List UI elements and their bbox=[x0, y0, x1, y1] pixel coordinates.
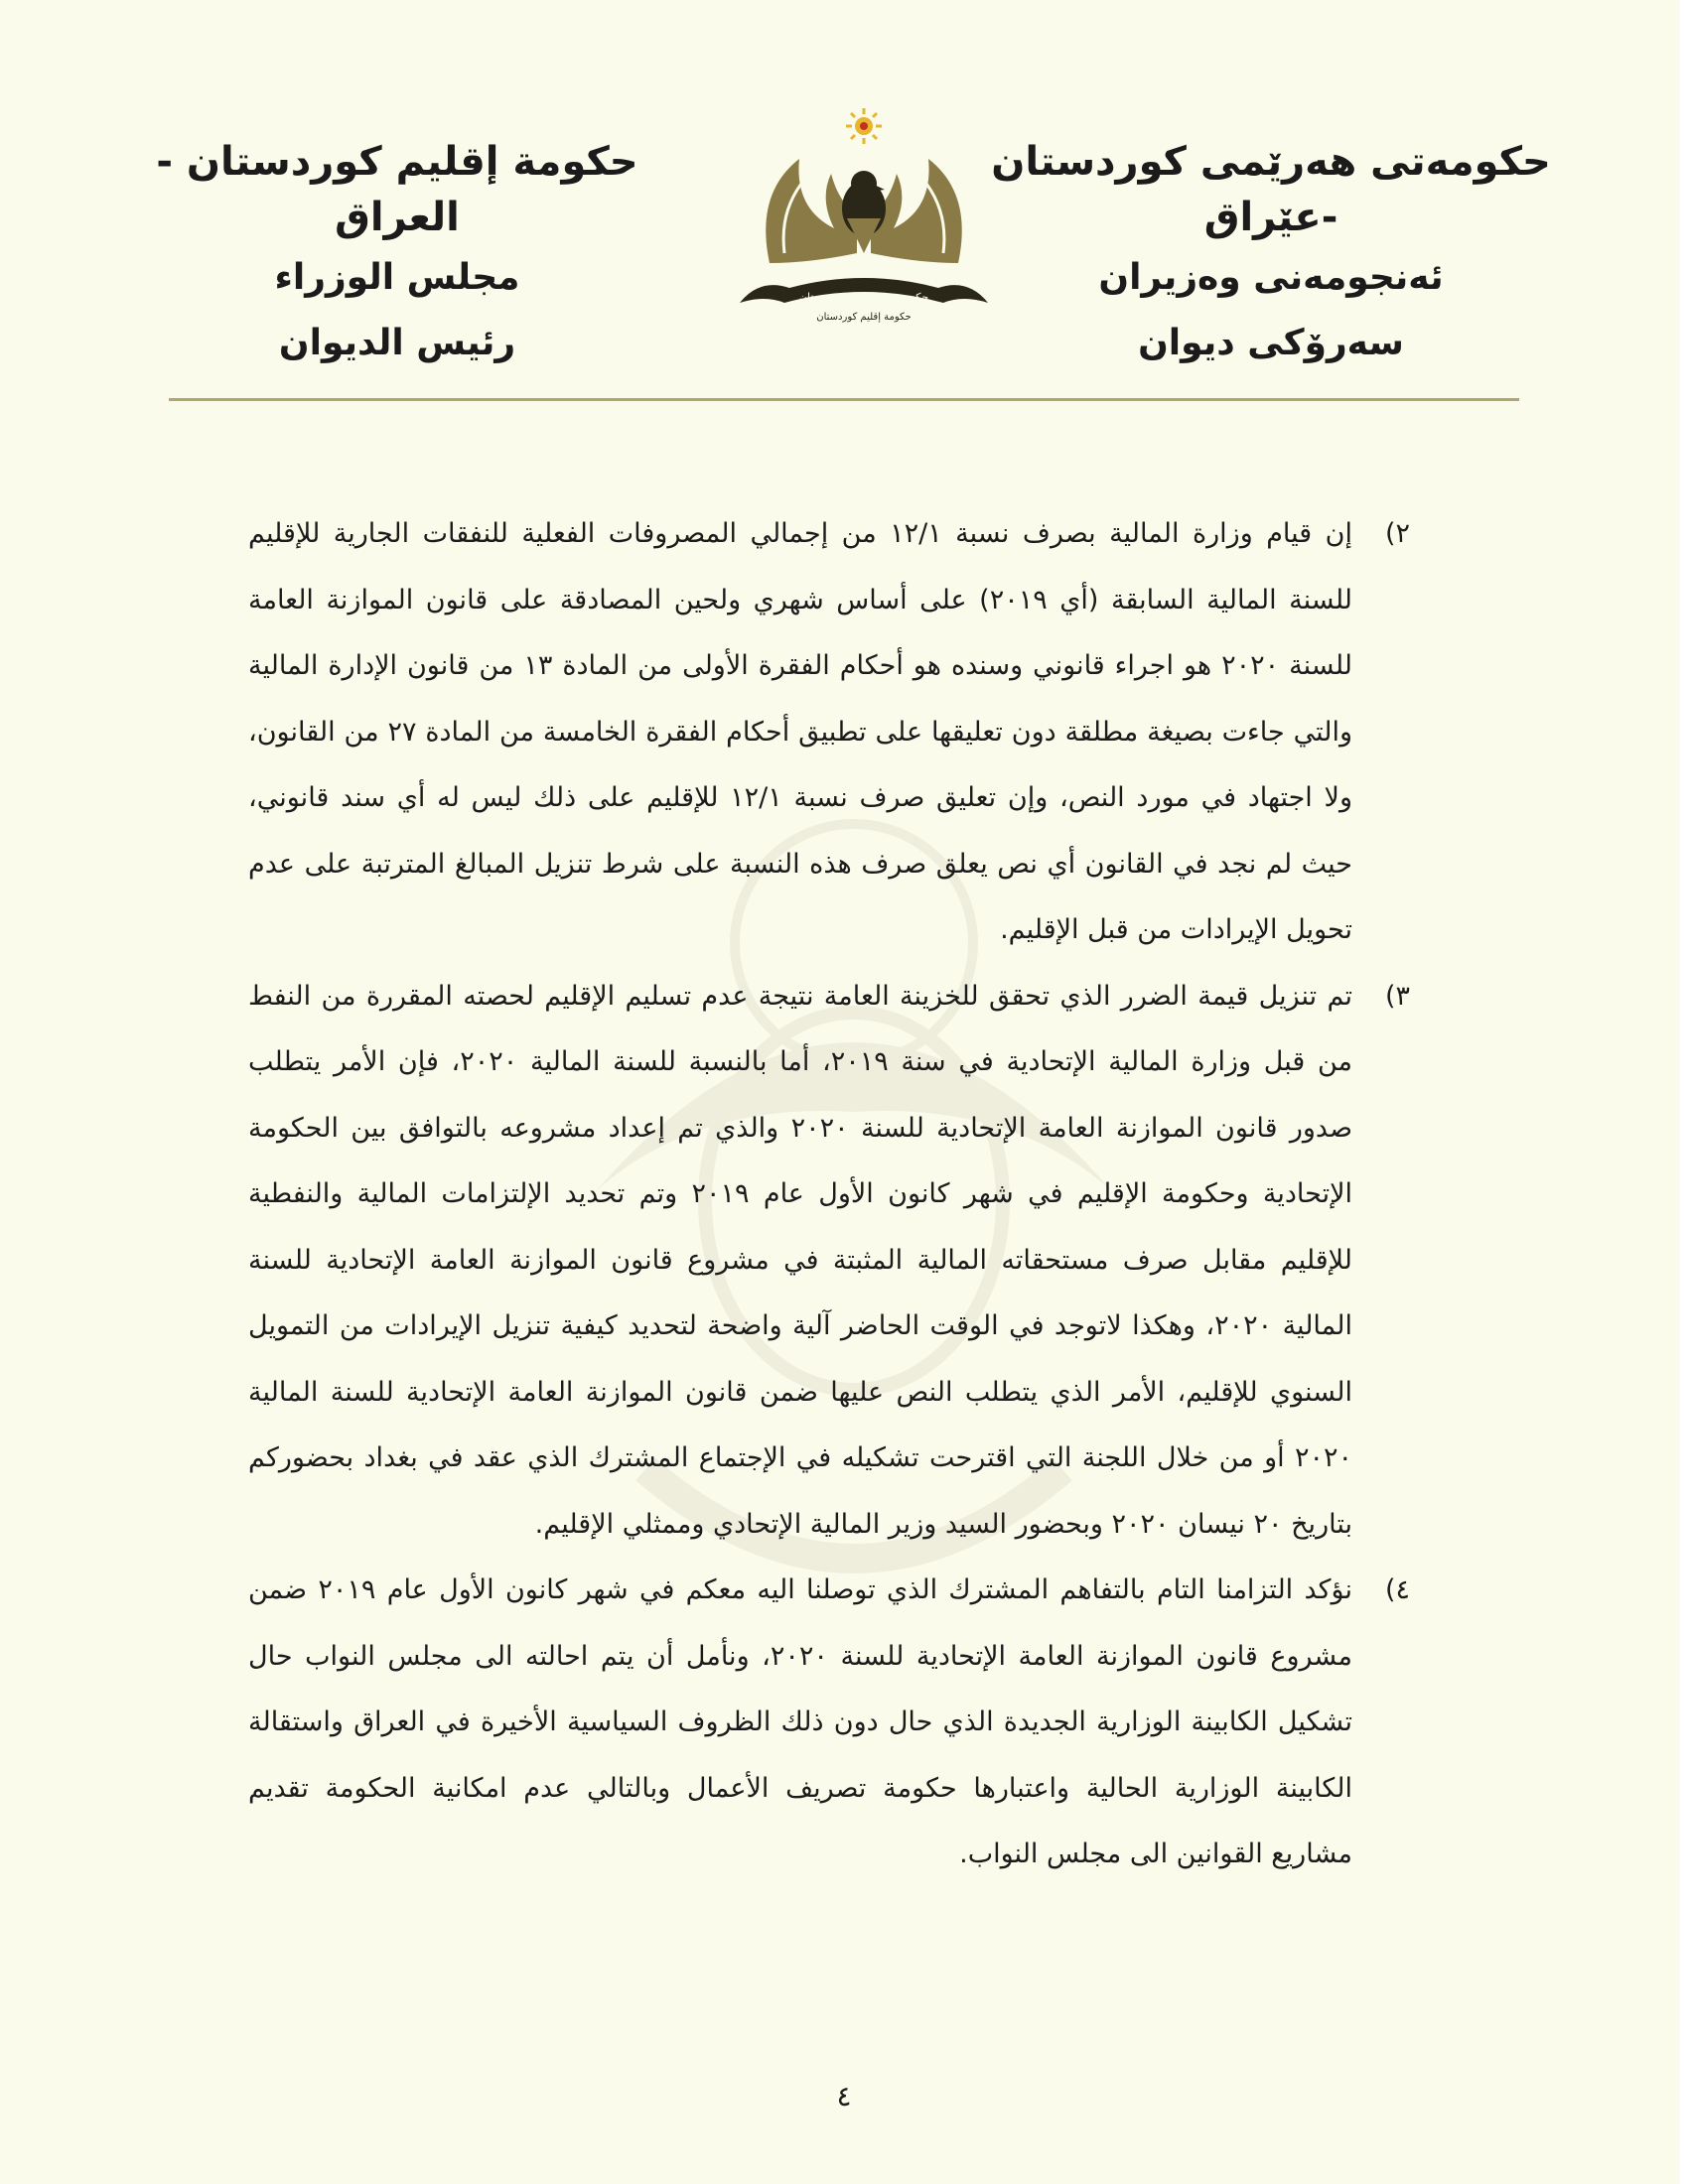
header-arabic-government: حكومة إقليم كوردستان - العراق bbox=[156, 139, 638, 240]
kurdistan-region-emblem-icon bbox=[740, 104, 988, 333]
page-number: ٤ bbox=[836, 2080, 852, 2113]
paragraph-2 bbox=[248, 501, 1410, 964]
paragraph-text: تم تنزيل قيمة الضرر الذي تحقق للخزينة العامة نتيجة عدم تسليم الإقليم لحصته المقررة من النفط من قبل وزارة المالية الإتحادية في سنة ٢٠١٩، أما بالنسبة للسنة المالية ٢٠٢٠، فإن الأمر يتطلب صدور قانون الموازنة العامة الإتحادية للسنة ٢٠٢٠ والذي تم إعداد مشروعه بالتوافق بين الحكومة الإتحادية وحكومة الإقليم في شهر كانون الأول عام ٢٠١٩ وتم تحديد الإلتزامات المالية والنفطية للإقليم مقابل صرف مستحقاته المالية المثبتة في مشروع قانون الموازنة العامة الإتحادية للسنة المالية ٢٠٢٠، وهكذا لاتوجد في الوقت الحاضر آلية واضحة لتحديد كيفية تنزيل الإيرادات من التمويل السنوي للإقليم، الأمر الذي يتطلب النص عليها ضمن قانون الموازنة العامة الإتحادية للسنة المالية ٢٠٢٠ أو من خلال اللجنة التي اقترحت تشكيله في الإجتماع المشترك الذي عقد في بغداد بحضوركم بتاريخ ٢٠ نيسان ٢٠٢٠ وبحضور السيد وزير المالية الإتحادي وممثلي الإقليم. bbox=[248, 980, 1353, 1540]
paragraph-text: إن قيام وزارة المالية بصرف نسبة ١٢/١ من إجمالي المصروفات الفعلية للنفقات الجارية للإقليم للسنة المالية السابقة (أي ٢٠١٩) على أساس شهري ولحين المصادقة على قانون الموازنة العامة للسنة ٢٠٢٠ هو اجراء قانوني وسنده هو أحكام الفقرة الأولى من المادة ١٣ من قانون الإدارة المالية والتي جاءت بصيغة مطلقة دون تعليقها على تطبيق أحكام الفقرة الخامسة من المادة ٢٧ من القانون، ولا اجتهاد في مورد النص، وإن تعليق صرف نسبة ١٢/١ للإقليم على ذلك ليس له أي سند قانوني، حيث لم نجد في القانون أي نص يعلق صرف هذه النسبة على شرط تنزيل المبالغ المترتبة على عدم تحويل الإيرادات من قبل الإقليم. bbox=[248, 518, 1353, 945]
header-arabic-council: مجلس الوزراء bbox=[274, 257, 520, 298]
letter-body bbox=[248, 501, 1410, 1888]
header-kurdish-chief: سەرۆکی دیوان bbox=[1138, 323, 1404, 363]
sun-icon bbox=[846, 108, 882, 144]
paragraph-number: ٢) bbox=[1384, 518, 1410, 549]
paragraph-number: ٣) bbox=[1384, 980, 1410, 1012]
header-kurdish-government: حکومەتی هەرێمی کوردستان -عێراق bbox=[991, 139, 1551, 240]
paragraph-3 bbox=[248, 964, 1410, 1559]
header-kurdish-council: ئەنجومەنی وەزیران bbox=[1098, 257, 1444, 298]
svg-text:حكومة إقليم كوردستان: حكومة إقليم كوردستان bbox=[816, 312, 912, 323]
header-arabic-chief: رئيس الديوان bbox=[278, 323, 516, 363]
paragraph-number: ٤) bbox=[1384, 1574, 1410, 1605]
header-kurdish bbox=[953, 134, 1589, 376]
header-divider bbox=[169, 398, 1519, 401]
page-edge bbox=[1680, 0, 1688, 2184]
svg-text:حکومەتی هەرێمی کوردستان: حکومەتی هەرێمی کوردستان bbox=[798, 291, 929, 304]
header-arabic bbox=[129, 134, 665, 376]
paragraph-4 bbox=[248, 1558, 1410, 1888]
paragraph-text: نؤكد التزامنا التام بالتفاهم المشترك الذي توصلنا اليه معكم في شهر كانون الأول عام ٢٠١٩ ضمن مشروع قانون الموازنة العامة الإتحادية للسنة ٢٠٢٠، ونأمل أن يتم احالته الى مجلس النواب حال تشكيل الكابينة الوزارية الجديدة الذي حال دون ذلك الظروف السياسية الأخيرة في العراق واستقالة الكابينة الوزارية الحالية واعتبارها حكومة تصريف الأعمال وبالتالي عدم امكانية الحكومة تقديم مشاريع القوانين الى مجلس النواب. bbox=[248, 1574, 1352, 1869]
